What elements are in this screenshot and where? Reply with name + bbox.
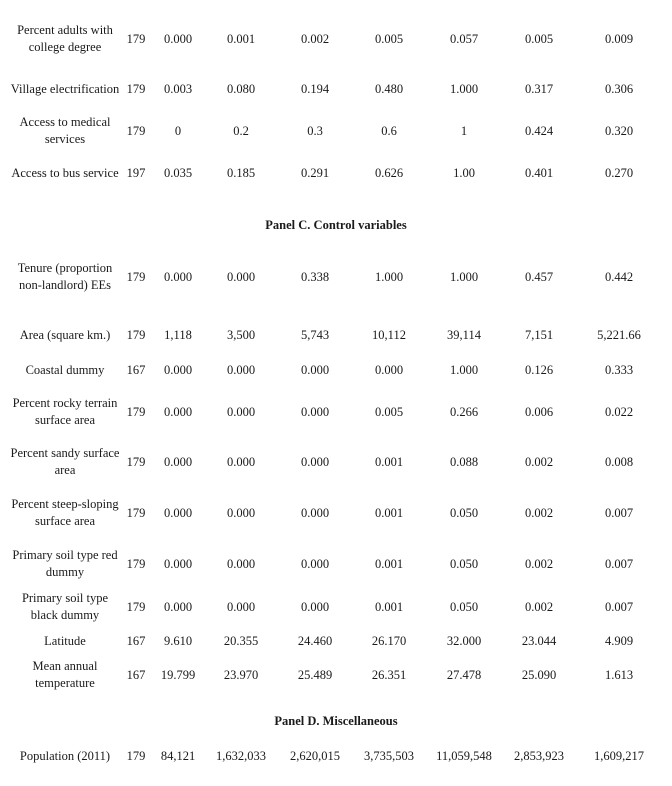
obs-count: 167 — [126, 667, 146, 682]
table-row — [10, 384, 662, 440]
obs-count: 179 — [126, 599, 146, 614]
cell-value: 0.000 — [300, 505, 330, 520]
table-row — [10, 586, 662, 628]
variable-label: Mean annual temperature — [32, 659, 98, 690]
cell-value: 1,118 — [164, 327, 192, 342]
table-row — [10, 736, 662, 776]
cell-value: 0.000 — [163, 31, 193, 46]
cell-value: 1,609,217 — [594, 748, 644, 763]
cell-value: 0.002 — [300, 31, 330, 46]
cell-value: 0.003 — [163, 81, 193, 96]
cell-value: 0.001 — [374, 599, 404, 614]
cell-value: 84,121 — [160, 748, 196, 763]
cell-value: 32.000 — [446, 633, 482, 648]
cell-value: 0.3 — [307, 123, 323, 138]
variable-label: Access to bus service — [11, 165, 119, 180]
obs-count: 179 — [126, 327, 146, 342]
cell-value: 0.000 — [163, 454, 193, 469]
cell-value: 1.000 — [449, 269, 479, 284]
cell-value: 0.007 — [604, 599, 634, 614]
table-row — [10, 68, 662, 110]
table-row — [10, 314, 662, 356]
cell-value: 0.000 — [163, 505, 193, 520]
variable-label: Primary soil type black dummy — [21, 591, 109, 622]
cell-value: 1 — [460, 123, 468, 138]
table-top-rows — [10, 10, 662, 194]
cell-value: 2,620,015 — [290, 748, 340, 763]
cell-value: 0.007 — [604, 556, 634, 571]
cell-value: 0.317 — [524, 81, 554, 96]
variable-label: Primary soil type red dummy — [12, 548, 118, 579]
table-row — [10, 654, 662, 696]
cell-value: 0.320 — [604, 123, 634, 138]
cell-value: 0.000 — [226, 454, 256, 469]
cell-value: 0.008 — [604, 454, 634, 469]
cell-value: 39,114 — [447, 327, 481, 342]
cell-value: 0.000 — [300, 599, 330, 614]
table-row — [10, 484, 662, 542]
cell-value: 1.00 — [453, 165, 475, 180]
table-panel-d — [10, 736, 662, 776]
cell-value: 1.000 — [449, 362, 479, 377]
cell-value: 0.266 — [449, 404, 479, 419]
cell-value: 5,221.66 — [597, 327, 641, 342]
panel-d-heading: Panel D. Miscellaneous — [274, 714, 398, 728]
cell-value: 0.001 — [374, 556, 404, 571]
cell-value: 1,632,033 — [216, 748, 266, 763]
cell-value: 24.460 — [297, 633, 333, 648]
cell-value: 0.338 — [300, 269, 330, 284]
cell-value: 0.000 — [226, 269, 256, 284]
table-row — [10, 110, 662, 152]
cell-value: 0.000 — [300, 556, 330, 571]
cell-value: 0.035 — [163, 165, 193, 180]
obs-count: 179 — [126, 404, 146, 419]
cell-value: 5,743 — [300, 327, 330, 342]
cell-value: 10,112 — [372, 327, 406, 342]
cell-value: 0.001 — [374, 454, 404, 469]
cell-value: 0.185 — [226, 165, 256, 180]
cell-value: 25.090 — [521, 667, 557, 682]
cell-value: 0.000 — [300, 362, 330, 377]
cell-value: 0.000 — [163, 362, 193, 377]
cell-value: 0.333 — [604, 362, 634, 377]
table-row — [10, 356, 662, 384]
table-row — [10, 628, 662, 654]
variable-label: Percent sandy surface area — [10, 446, 120, 477]
obs-count: 167 — [126, 362, 146, 377]
cell-value: 23.970 — [223, 667, 259, 682]
obs-count: 179 — [126, 269, 146, 284]
cell-value: 0.424 — [524, 123, 554, 138]
cell-value: 9.610 — [163, 633, 193, 648]
cell-value: 0.050 — [449, 599, 479, 614]
cell-value: 0.000 — [163, 556, 193, 571]
cell-value: 0.000 — [163, 269, 193, 284]
cell-value: 11,059,548 — [436, 748, 492, 763]
cell-value: 3,735,503 — [364, 748, 414, 763]
cell-value: 3,500 — [226, 327, 256, 342]
cell-value: 0.270 — [604, 165, 634, 180]
cell-value: 25.489 — [297, 667, 333, 682]
obs-count: 179 — [126, 505, 146, 520]
cell-value: 0.002 — [524, 599, 554, 614]
obs-count: 167 — [126, 633, 146, 648]
table-row — [10, 440, 662, 484]
cell-value: 2,853,923 — [514, 748, 564, 763]
cell-value: 0.088 — [449, 454, 479, 469]
variable-label: Latitude — [44, 633, 86, 648]
variable-label: Percent rocky terrain surface area — [12, 396, 118, 427]
variable-label: Tenure (proportion non-landlord) EEs — [17, 261, 113, 292]
cell-value: 0.050 — [449, 505, 479, 520]
cell-value: 0.002 — [524, 454, 554, 469]
obs-count: 179 — [126, 748, 146, 763]
cell-value: 0.001 — [374, 505, 404, 520]
variable-label: Percent adults with college degree — [17, 23, 113, 54]
obs-count: 179 — [126, 81, 146, 96]
cell-value: 7,151 — [524, 327, 554, 342]
cell-value: 0.000 — [163, 404, 193, 419]
cell-value: 1.000 — [374, 269, 404, 284]
variable-label: Percent steep-sloping surface area — [11, 497, 119, 528]
table-row — [10, 542, 662, 586]
cell-value: 0.480 — [374, 81, 404, 96]
cell-value: 0.050 — [449, 556, 479, 571]
cell-value: 0.080 — [226, 81, 256, 96]
table-row — [10, 10, 662, 68]
cell-value: 1.000 — [449, 81, 479, 96]
cell-value: 0.009 — [604, 31, 634, 46]
cell-value: 0.457 — [524, 269, 554, 284]
cell-value: 0.057 — [449, 31, 479, 46]
cell-value: 26.351 — [371, 667, 407, 682]
cell-value: 0.007 — [604, 505, 634, 520]
obs-count: 179 — [126, 556, 146, 571]
cell-value: 0.005 — [374, 31, 404, 46]
cell-value: 0.002 — [524, 556, 554, 571]
obs-count: 197 — [126, 165, 146, 180]
variable-label: Village electrification — [10, 81, 120, 96]
table-row — [10, 240, 662, 314]
cell-value: 0.000 — [300, 404, 330, 419]
cell-value: 0.126 — [524, 362, 554, 377]
panel-c-heading: Panel C. Control variables — [265, 218, 407, 232]
cell-value: 1.613 — [604, 667, 634, 682]
cell-value: 0.005 — [524, 31, 554, 46]
cell-value: 0.005 — [374, 404, 404, 419]
cell-value: 0.000 — [226, 556, 256, 571]
table-row — [10, 152, 662, 194]
cell-value: 0.626 — [374, 165, 404, 180]
obs-count: 179 — [126, 123, 146, 138]
variable-label: Access to medical services — [19, 115, 111, 146]
variable-label: Population (2011) — [19, 748, 111, 763]
cell-value: 19.799 — [160, 667, 196, 682]
cell-value: 0.2 — [233, 123, 249, 138]
cell-value: 0.001 — [226, 31, 256, 46]
variable-label: Area (square km.) — [19, 327, 111, 342]
cell-value: 20.355 — [223, 633, 259, 648]
cell-value: 4.909 — [604, 633, 634, 648]
cell-value: 0.006 — [524, 404, 554, 419]
cell-value: 0.6 — [381, 123, 397, 138]
cell-value: 0.306 — [604, 81, 634, 96]
cell-value: 0.022 — [604, 404, 634, 419]
cell-value: 0.000 — [226, 362, 256, 377]
cell-value: 0.000 — [226, 505, 256, 520]
cell-value: 0.000 — [374, 362, 404, 377]
cell-value: 0.000 — [163, 599, 193, 614]
obs-count: 179 — [126, 31, 146, 46]
cell-value: 0.401 — [524, 165, 554, 180]
variable-label: Coastal dummy — [25, 362, 105, 377]
cell-value: 26.170 — [371, 633, 407, 648]
cell-value: 0.000 — [300, 454, 330, 469]
table-panel-c — [10, 240, 662, 696]
cell-value: 23.044 — [521, 633, 557, 648]
obs-count: 179 — [126, 454, 146, 469]
cell-value: 0 — [174, 123, 182, 138]
cell-value: 0.000 — [226, 599, 256, 614]
cell-value: 0.194 — [300, 81, 330, 96]
cell-value: 0.002 — [524, 505, 554, 520]
cell-value: 0.442 — [604, 269, 634, 284]
cell-value: 0.291 — [300, 165, 330, 180]
cell-value: 0.000 — [226, 404, 256, 419]
cell-value: 27.478 — [446, 667, 482, 682]
